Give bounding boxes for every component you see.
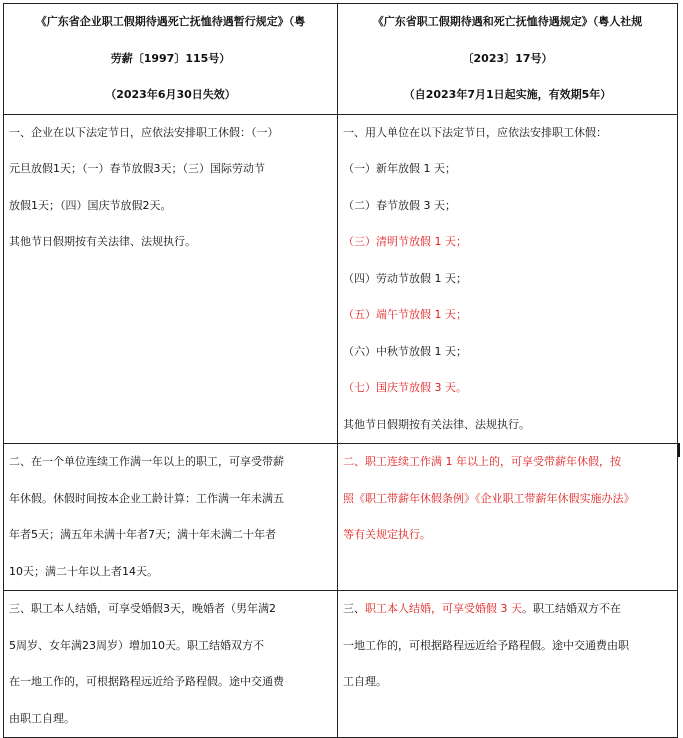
row2-left [4, 444, 338, 591]
row2-right-line-highlight: 二、职工连续工作满 1 年以上的，可享受带薪年休假，按 [343, 455, 621, 468]
row3-left-line: 三、职工本人结婚，可享受婚假3天，晚婚者（男年满2 [9, 602, 276, 615]
row3-left-line: 在一地工作的，可根据路程远近给予路程假。途中交通费 [9, 675, 284, 688]
edge-mark [678, 443, 680, 457]
header-right-line: （自2023年7月1日起实施，有效期5年） [403, 88, 612, 101]
row1-right-line: （二）春节放假 3 天； [343, 198, 456, 212]
row1-right-line: （一）新年放假 1 天； [343, 162, 456, 175]
row1-right-line: （四）劳动节放假 1 天； [343, 271, 467, 285]
row1-right-line: （六）中秋节放假 1 天； [343, 344, 467, 358]
row-annual-leave [4, 444, 678, 591]
row2-right-line-highlight: 照《职工带薪年休假条例》《企业职工带薪年休假实施办法》 [343, 491, 635, 505]
header-left [4, 4, 338, 115]
row1-left-line: 元旦放假1天；（一）春节放假3天；（三）国际劳动节 [9, 162, 265, 175]
row1-right-line: 一、用人单位在以下法定节日，应依法安排职工休假： [343, 125, 607, 139]
row-marriage-leave [4, 591, 678, 738]
row1-right-line-highlight: （三）清明节放假 1 天； [343, 235, 467, 248]
row3-right-line: 一地工作的，可根据路程远近给予路程假。途中交通费由职 [343, 638, 629, 652]
row2-left-line: 二、在一个单位连续工作满一年以上的职工，可享受带薪 [9, 455, 284, 468]
row2-left-line: 年休假。休假时间按本企业工龄计算：工作满一年未满五 [9, 491, 284, 505]
header-row [4, 4, 678, 115]
row1-right-line-highlight: （五）端午节放假 1 天； [343, 308, 467, 321]
row2-left-line: 年者5天；满五年未满十年者7天；满十年未满二十年者 [9, 528, 276, 541]
row1-left-line: 一、企业在以下法定节日，应依法安排职工休假：（一） [9, 125, 279, 139]
row3-left [4, 591, 338, 738]
row1-left [4, 114, 338, 444]
row3-left-line: 由职工自理。 [9, 711, 75, 725]
row1-right-line-highlight: （七）国庆节放假 3 天。 [343, 381, 467, 394]
header-right-line: 《广东省职工假期待遇和死亡抚恤待遇规定》（粤人社规 [372, 15, 643, 28]
header-right [338, 4, 678, 115]
header-left-line: 劳薪〔1997〕115号） [110, 51, 231, 65]
row3-right [338, 591, 678, 738]
row3-right-line: 工自理。 [343, 675, 387, 688]
row2-left-line: 10天；满二十年以上者14天。 [9, 564, 158, 578]
row3-right-line [343, 591, 672, 628]
row3-right-highlight: 职工本人结婚，可享受婚假 3 天 [365, 602, 522, 615]
row3-right-first-rest: 。职工结婚双方不在 [522, 602, 621, 615]
row1-right [338, 114, 678, 444]
row1-left-line: 其他节日假期按有关法律、法规执行。 [9, 235, 196, 248]
header-left-line: 《广东省企业职工假期待遇死亡抚恤待遇暂行规定》（粤 [35, 15, 306, 28]
row1-left-line: 放假1天；（四）国庆节放假2天。 [9, 198, 172, 212]
row-statutory-holidays [4, 114, 678, 444]
header-left-line: （2023年6月30日失效） [105, 88, 236, 101]
row2-right-line-highlight: 等有关规定执行。 [343, 528, 431, 541]
header-right-line: 〔2023〕17号） [462, 51, 553, 65]
row3-left-line: 5周岁、女年满23周岁）增加10天。职工结婚双方不 [9, 638, 264, 652]
row1-right-line: 其他节日假期按有关法律、法规执行。 [343, 417, 530, 431]
row2-right [338, 444, 678, 591]
comparison-table [3, 3, 678, 738]
row3-right-prefix: 三、 [343, 602, 365, 615]
